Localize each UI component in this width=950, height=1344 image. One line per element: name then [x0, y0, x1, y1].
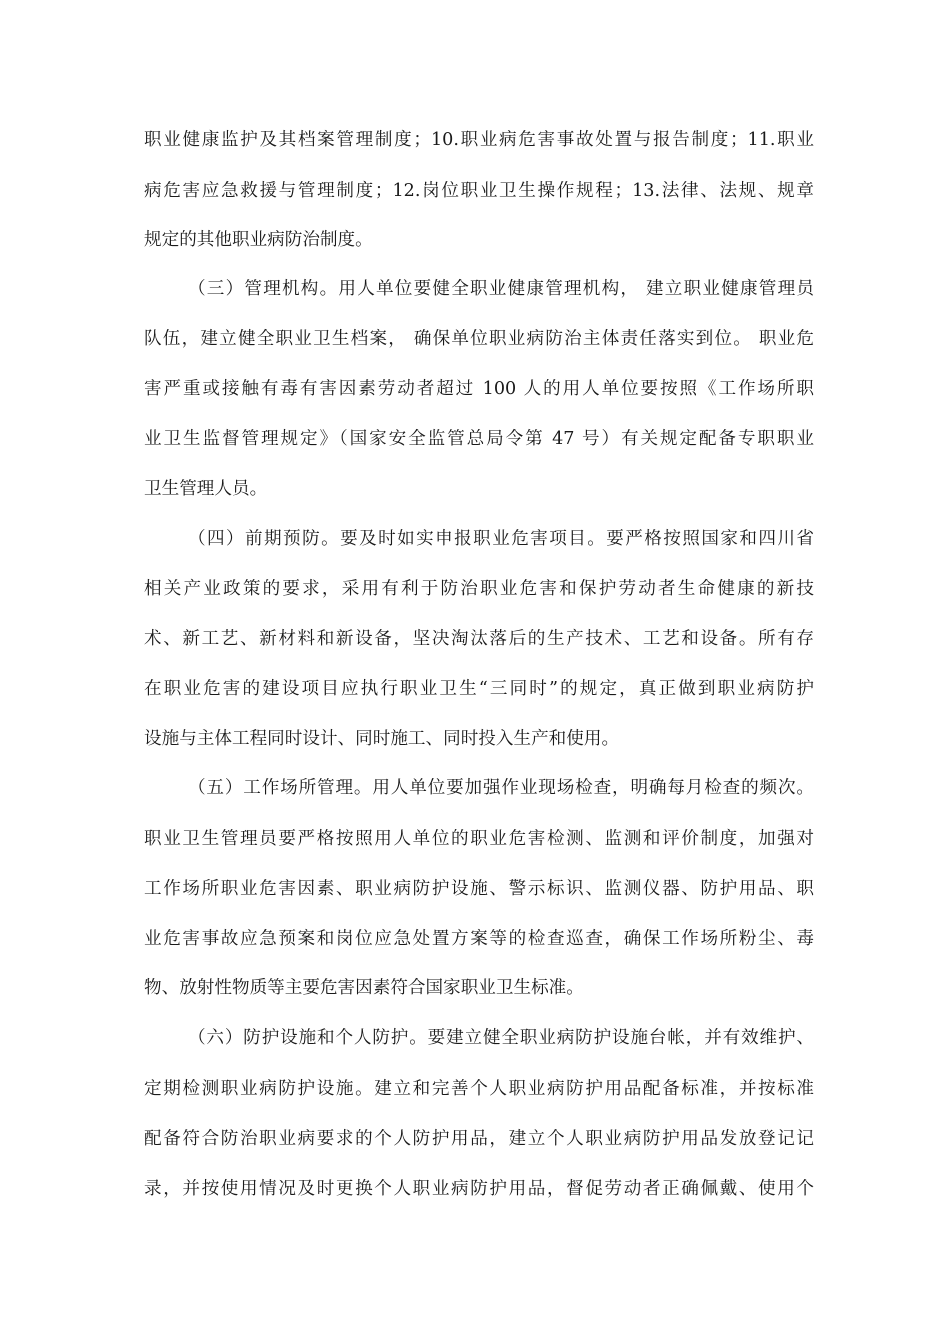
text-line: 术、新工艺、新材料和新设备，坚决淘汰落后的生产技术、工艺和设备。所有存 — [144, 629, 814, 649]
paragraph-heading-line: （五）工作场所管理。用人单位要加强作业现场检查，明确每月检查的频次。 — [188, 778, 814, 798]
text-line: 病危害应急救援与管理制度；12.岗位职业卫生操作规程；13.法律、法规、规章 — [144, 181, 814, 201]
paragraph-heading-line: （四）前期预防。要及时如实申报职业危害项目。要严格按照国家和四川省 — [188, 529, 814, 549]
text-line: 定期检测职业病防护设施。建立和完善个人职业病防护用品配备标准，并按标准 — [144, 1079, 814, 1099]
text-line: 物、放射性物质等主要危害因素符合国家职业卫生标准。 — [144, 978, 584, 998]
text-line: 在职业危害的建设项目应执行职业卫生“三同时”的规定，真正做到职业病防护 — [144, 679, 814, 699]
text-line: 业危害事故应急预案和岗位应急处置方案等的检查巡查，确保工作场所粉尘、毒 — [144, 929, 814, 949]
text-line: 规定的其他职业病防治制度。 — [144, 230, 373, 250]
text-line: 卫生管理人员。 — [144, 479, 268, 499]
text-line: 设施与主体工程同时设计、同时施工、同时投入生产和使用。 — [144, 729, 620, 749]
text-line: 业卫生监督管理规定》（国家安全监管总局令第 47 号）有关规定配备专职职业 — [144, 429, 814, 449]
text-line: 队伍，建立健全职业卫生档案， 确保单位职业病防治主体责任落实到位。 职业危 — [144, 329, 814, 349]
text-line: 职业健康监护及其档案管理制度；10.职业病危害事故处置与报告制度；11.职业 — [144, 130, 814, 150]
text-line: 相关产业政策的要求，采用有利于防治职业危害和保护劳动者生命健康的新技 — [144, 579, 814, 599]
text-line: 职业卫生管理员要严格按照用人单位的职业危害检测、监测和评价制度，加强对 — [144, 829, 814, 849]
text-line: 配备符合防治职业病要求的个人防护用品，建立个人职业病防护用品发放登记记 — [144, 1129, 814, 1149]
paragraph-heading-line: （六）防护设施和个人防护。要建立健全职业病防护设施台帐，并有效维护、 — [188, 1028, 814, 1048]
text-line: 录，并按使用情况及时更换个人职业病防护用品，督促劳动者正确佩戴、使用个 — [144, 1179, 814, 1199]
text-line: 工作场所职业危害因素、职业病防护设施、警示标识、监测仪器、防护用品、职 — [144, 879, 814, 899]
text-line: 害严重或接触有毒有害因素劳动者超过 100 人的用人单位要按照《工作场所职 — [144, 379, 814, 399]
paragraph-heading-line: （三）管理机构。用人单位要健全职业健康管理机构， 建立职业健康管理员 — [188, 279, 814, 299]
